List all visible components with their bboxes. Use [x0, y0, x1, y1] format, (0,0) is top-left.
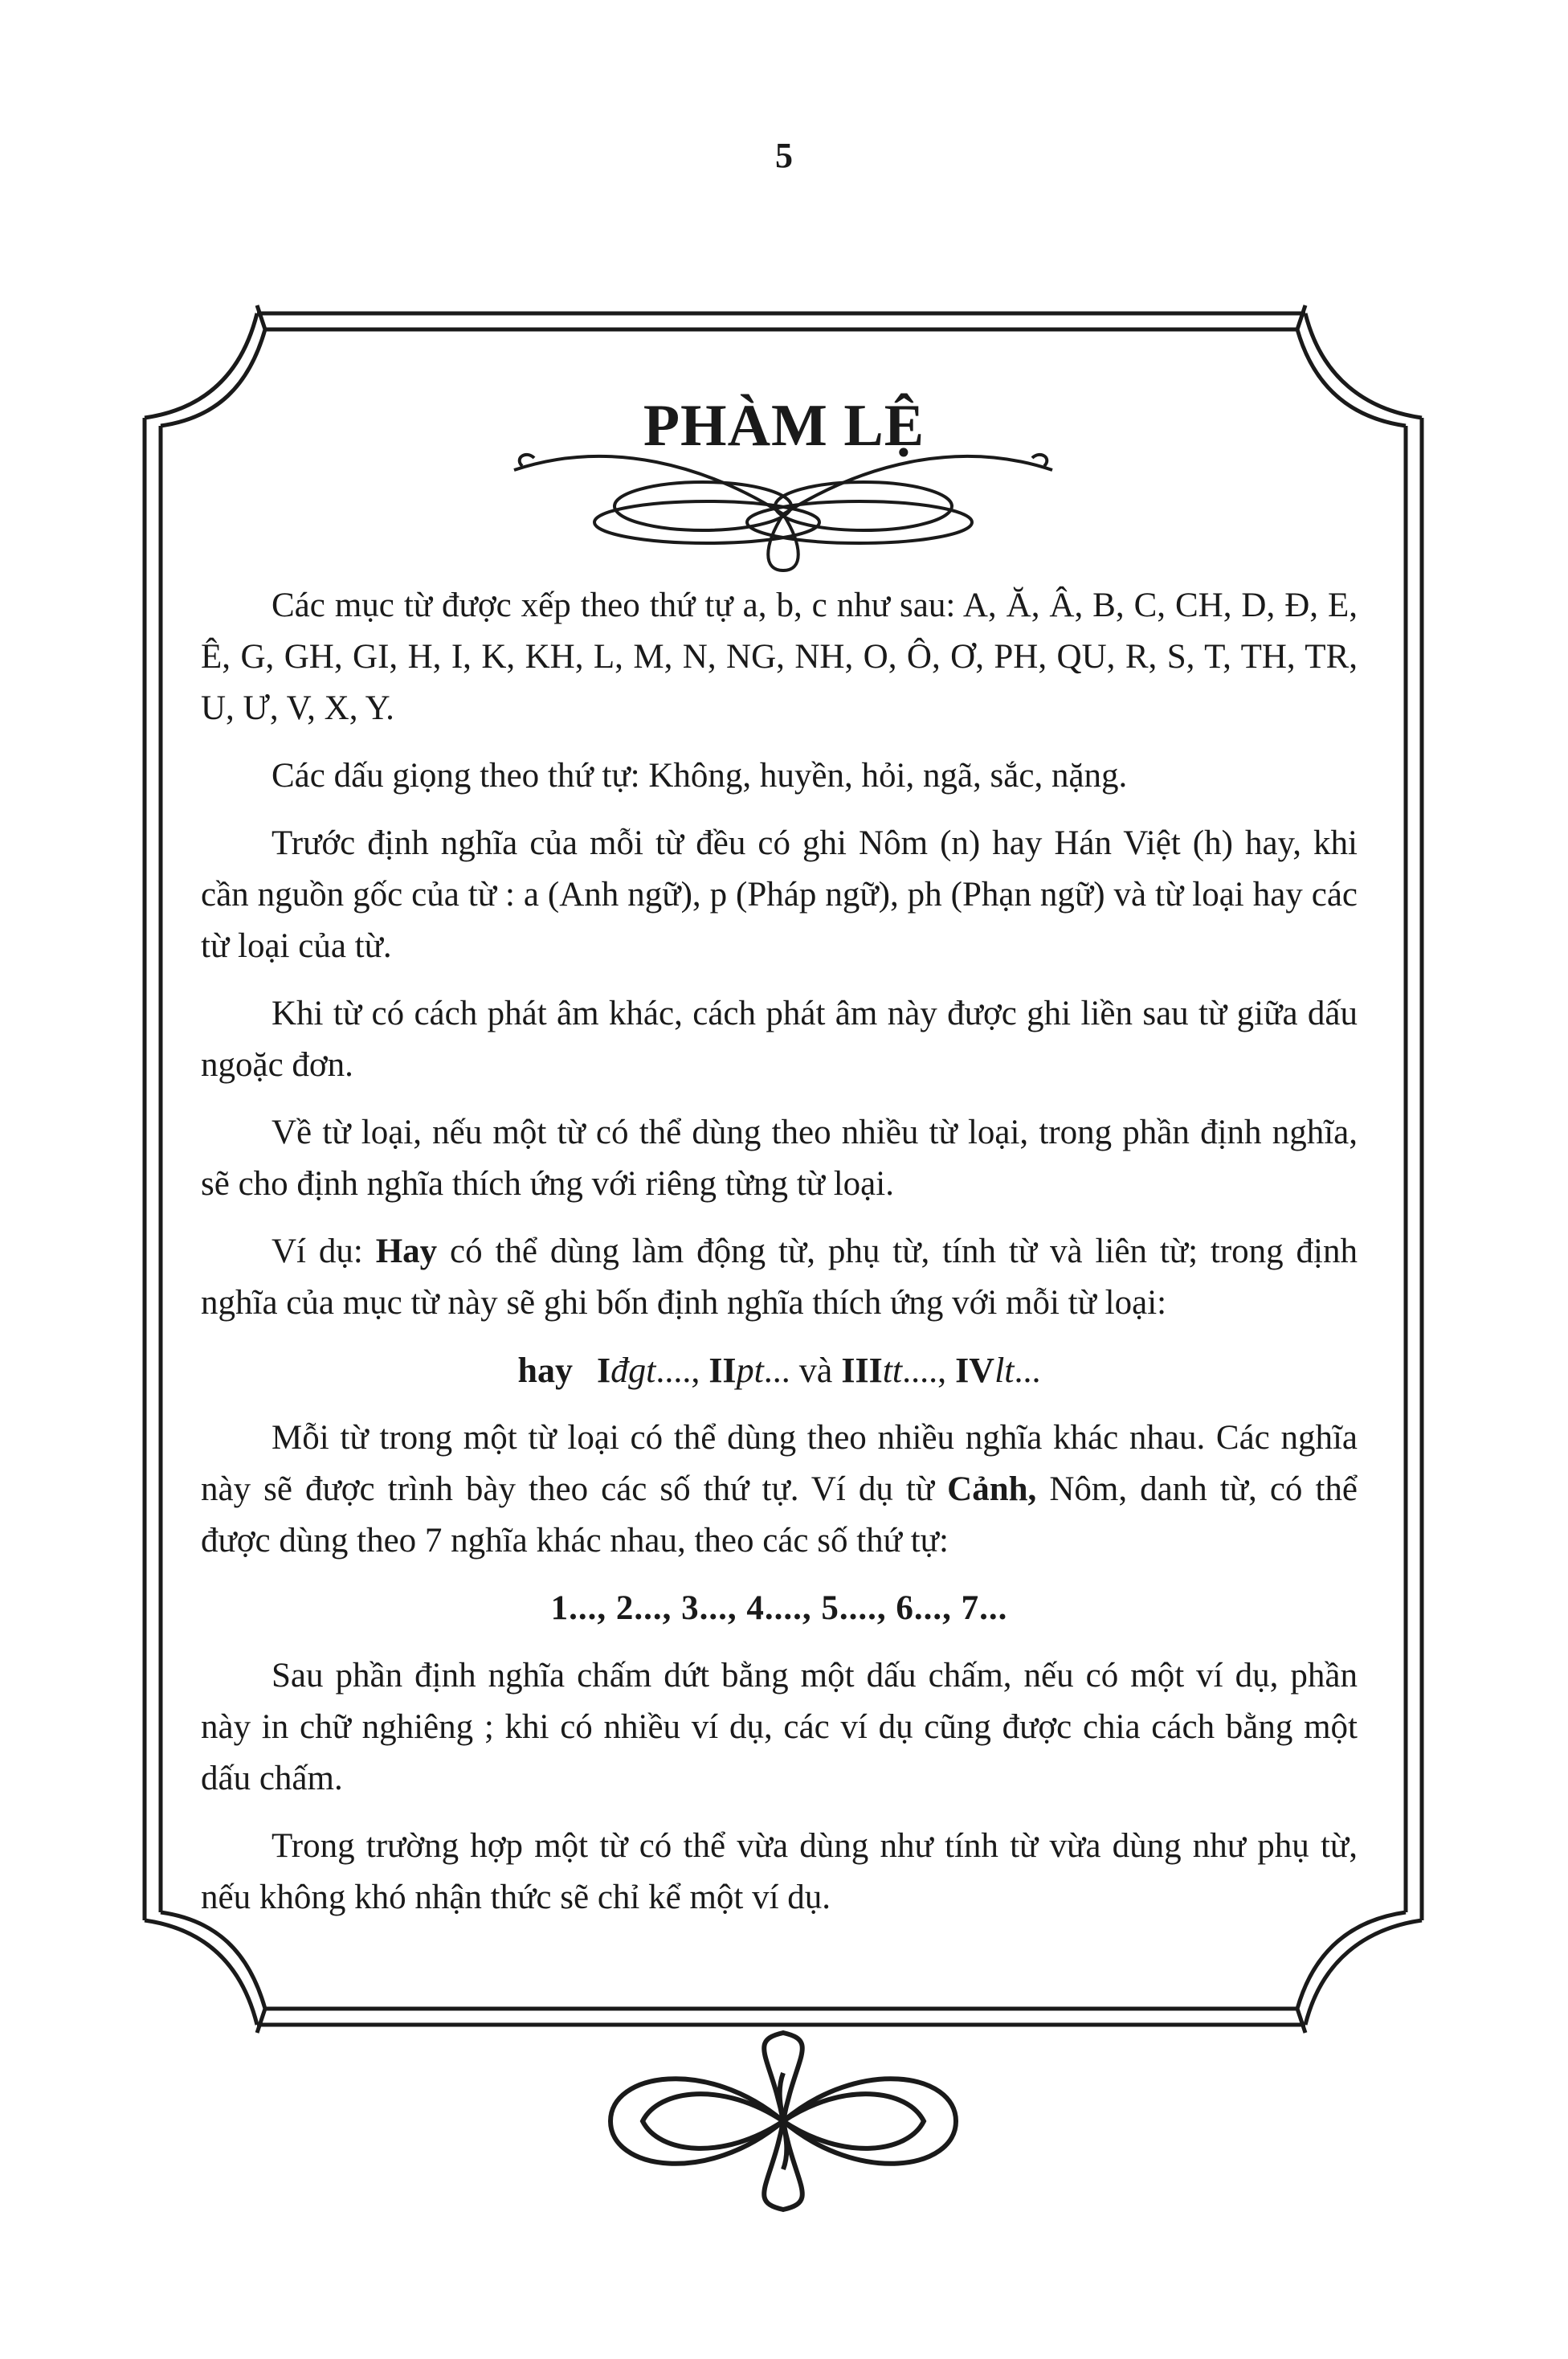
paragraph-word-class: Về từ loại, nếu một từ có thể dùng theo nhiều từ loại, trong phần định nghĩa, sẽ cho định nghĩa thích ứng với riêng từng từ loại. — [201, 1114, 1358, 1203]
example-numbers-line — [201, 1583, 1358, 1634]
paragraph-adj-adv: Trong trường hợp một từ có thể vừa dùng như tính từ vừa dùng như phụ từ, nếu không khó nhận thức sẽ chỉ kể một ví dụ. — [201, 1827, 1358, 1916]
roman-numeral: II — [708, 1351, 737, 1390]
paragraph-origin-notes: Trước định nghĩa của mỗi từ đều có ghi Nôm (n) hay Hán Việt (h) hay, khi cần nguồn gốc của từ : a (Anh ngữ), p (Pháp ngữ), ph (Phạn ngữ) và từ loại hay các từ loại của từ. — [201, 824, 1358, 965]
ellipsis: ... — [1014, 1351, 1041, 1390]
paragraph-examples-format: Sau phần định nghĩa chấm dứt bằng một dấu chấm, nếu có một ví dụ, phần này in chữ nghiêng ; khi có nhiều ví dụ, các ví dụ cũng được chia cách bằng một dấu chấm. — [201, 1657, 1358, 1797]
roman-numeral: IV — [955, 1351, 995, 1390]
text: Nôm, danh từ, có thể được dùng theo 7 nghĩa khác nhau, theo các số thứ tự: — [201, 1470, 1358, 1560]
bold-term: Hay — [375, 1233, 438, 1270]
paragraph-meanings — [201, 1413, 1358, 1567]
paragraph-example-hay — [201, 1226, 1358, 1329]
page-title: PHÀM LỆ — [643, 393, 925, 459]
conjunction: và — [798, 1351, 833, 1390]
ellipsis: ...., — [902, 1351, 947, 1390]
word-class-abbr: tt — [882, 1351, 903, 1390]
text: Ví dụ: — [272, 1233, 376, 1270]
main-content — [201, 580, 1358, 1940]
bottom-flourish-ornament — [610, 2033, 956, 2210]
roman-numeral: I — [596, 1351, 611, 1390]
word-class-abbr: pt — [736, 1351, 764, 1390]
ellipsis: ...., — [655, 1351, 700, 1390]
word-class-abbr: đgt — [610, 1351, 656, 1390]
text: Mỗi từ trong một từ loại có thể dùng theo nhiều nghĩa khác nhau. Các nghĩa này sẽ được trình bày theo các số thứ tự. Ví dụ từ — [201, 1419, 1358, 1508]
paragraph-tone-order: Các dấu giọng theo thứ tự: Không, huyền, hỏi, ngã, sắc, nặng. — [272, 757, 1128, 795]
title-flourish-ornament — [514, 455, 1052, 570]
ellipsis: ... — [763, 1351, 790, 1390]
paragraph-alphabet-order: Các mục từ được xếp theo thứ tự a, b, c như sau: A, Ă, Â, B, C, CH, D, Đ, E, Ê, G, GH, GI, H, I, K, KH, L, M, N, NG, NH, O, Ô, Ơ, PH, QU, R, S, T, TH, TR, U, Ư, V, X, Y. — [201, 587, 1358, 727]
paragraph-pronunciation: Khi từ có cách phát âm khác, cách phát âm này được ghi liền sau từ giữa dấu ngoặc đơn. — [201, 995, 1358, 1084]
roman-numeral: III — [841, 1351, 883, 1390]
example-word: hay — [517, 1351, 573, 1390]
text: có thể dùng làm động từ, phụ từ, tính từ và liên từ; trong định nghĩa của mục từ này sẽ ghi bốn định nghĩa thích ứng với mỗi từ loại: — [201, 1233, 1358, 1322]
page-number: 5 — [775, 136, 793, 175]
bold-term: Cảnh, — [947, 1470, 1037, 1508]
word-class-abbr: lt — [994, 1351, 1015, 1390]
numbered-sequence: 1..., 2..., 3..., 4...., 5...., 6..., 7... — [550, 1589, 1008, 1627]
example-hay-line — [201, 1345, 1358, 1396]
